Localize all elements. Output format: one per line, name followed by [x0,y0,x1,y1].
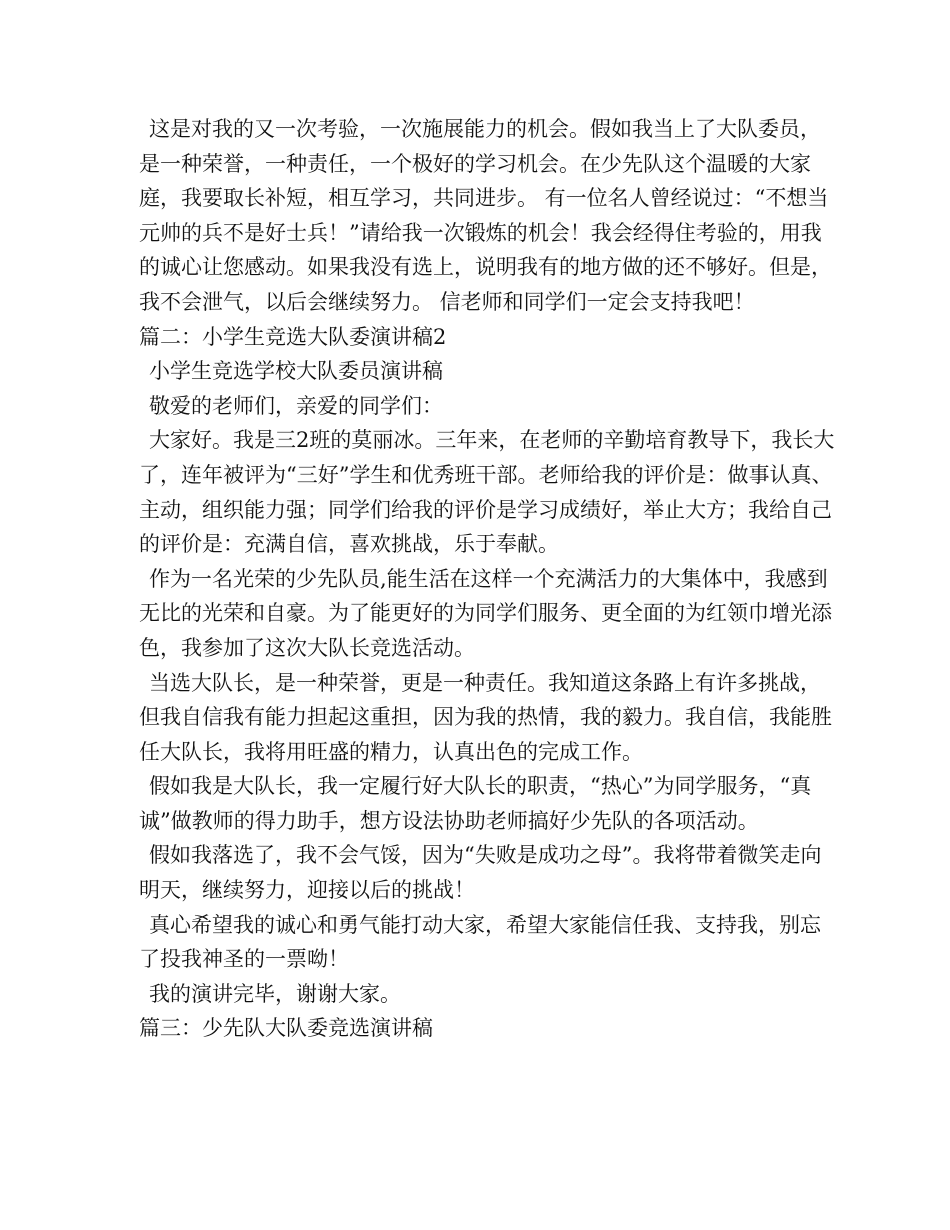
salutation: 敬爱的老师们，亲爱的同学们： [149,393,443,418]
section-heading-3: 篇三：少先队大队委竞选演讲稿 [139,1016,433,1041]
paragraph-closing: 我的演讲完毕，谢谢大家。 [149,981,401,1006]
paragraph-1: 这是对我的又一次考验，一次施展能力的机会。假如我当上了大队委员，是一种荣誉，一种责任，一个极好的学习机会。在少先队这个温暖的大家庭，我要取长补短，相互学习，共同进步。 有一位名人曾经说过：“不想当元帅的兵不是好士兵！”请给我一次锻炼的机会！我会经得住考验的，用我的诚心让您感动。如果我没有选上，说明我有的地方做的还不够好。但是，我不会泄气，以后会继续努力。 信老师和同学们一定会支持我吧！ [139,117,832,314]
speech-title: 小学生竞选学校大队委员演讲稿 [149,359,443,384]
paragraph-intro: 大家好。我是三2班的莫丽冰。三年来，在老师的辛勤培育教导下，我长大了，连年被评为“三好”学生和优秀班干部。老师给我的评价是：做事认真、主动，组织能力强；同学们给我的评价是学习成绩好，举止大方；我给自己的评价是：充满自信，喜欢挑战，乐于奉献。 [139,428,835,557]
paragraph-plan: 假如我是大队长，我一定履行好大队长的职责，“热心”为同学服务，“真诚”做教师的得力助手，想方设法协助老师搞好少先队的各项活动。 [139,774,812,833]
paragraph-responsibility: 当选大队长，是一种荣誉，更是一种责任。我知道这条路上有许多挑战，但我自信我有能力担起这重担，因为我的热情，我的毅力。我自信，我能胜任大队长，我将用旺盛的精力，认真出色的完成工作。 [139,670,832,764]
paragraph-motivation: 作为一名光荣的少先队员,能生活在这样一个充满活力的大集体中，我感到无比的光荣和自豪。为了能更好的为同学们服务、更全面的为红领巾增光添色，我参加了这次大队长竞选活动。 [139,566,832,660]
section-heading-2: 篇二：小学生竞选大队委演讲稿2 [139,324,447,349]
document-body [139,112,839,1046]
paragraph-if-fail: 假如我落选了，我不会气馁，因为“失败是成功之母”。我将带着微笑走向明天，继续努力，迎接以后的挑战！ [139,843,822,903]
paragraph-appeal: 真心希望我的诚心和勇气能打动大家，希望大家能信任我、支持我，别忘了投我神圣的一票呦！ [139,912,821,972]
